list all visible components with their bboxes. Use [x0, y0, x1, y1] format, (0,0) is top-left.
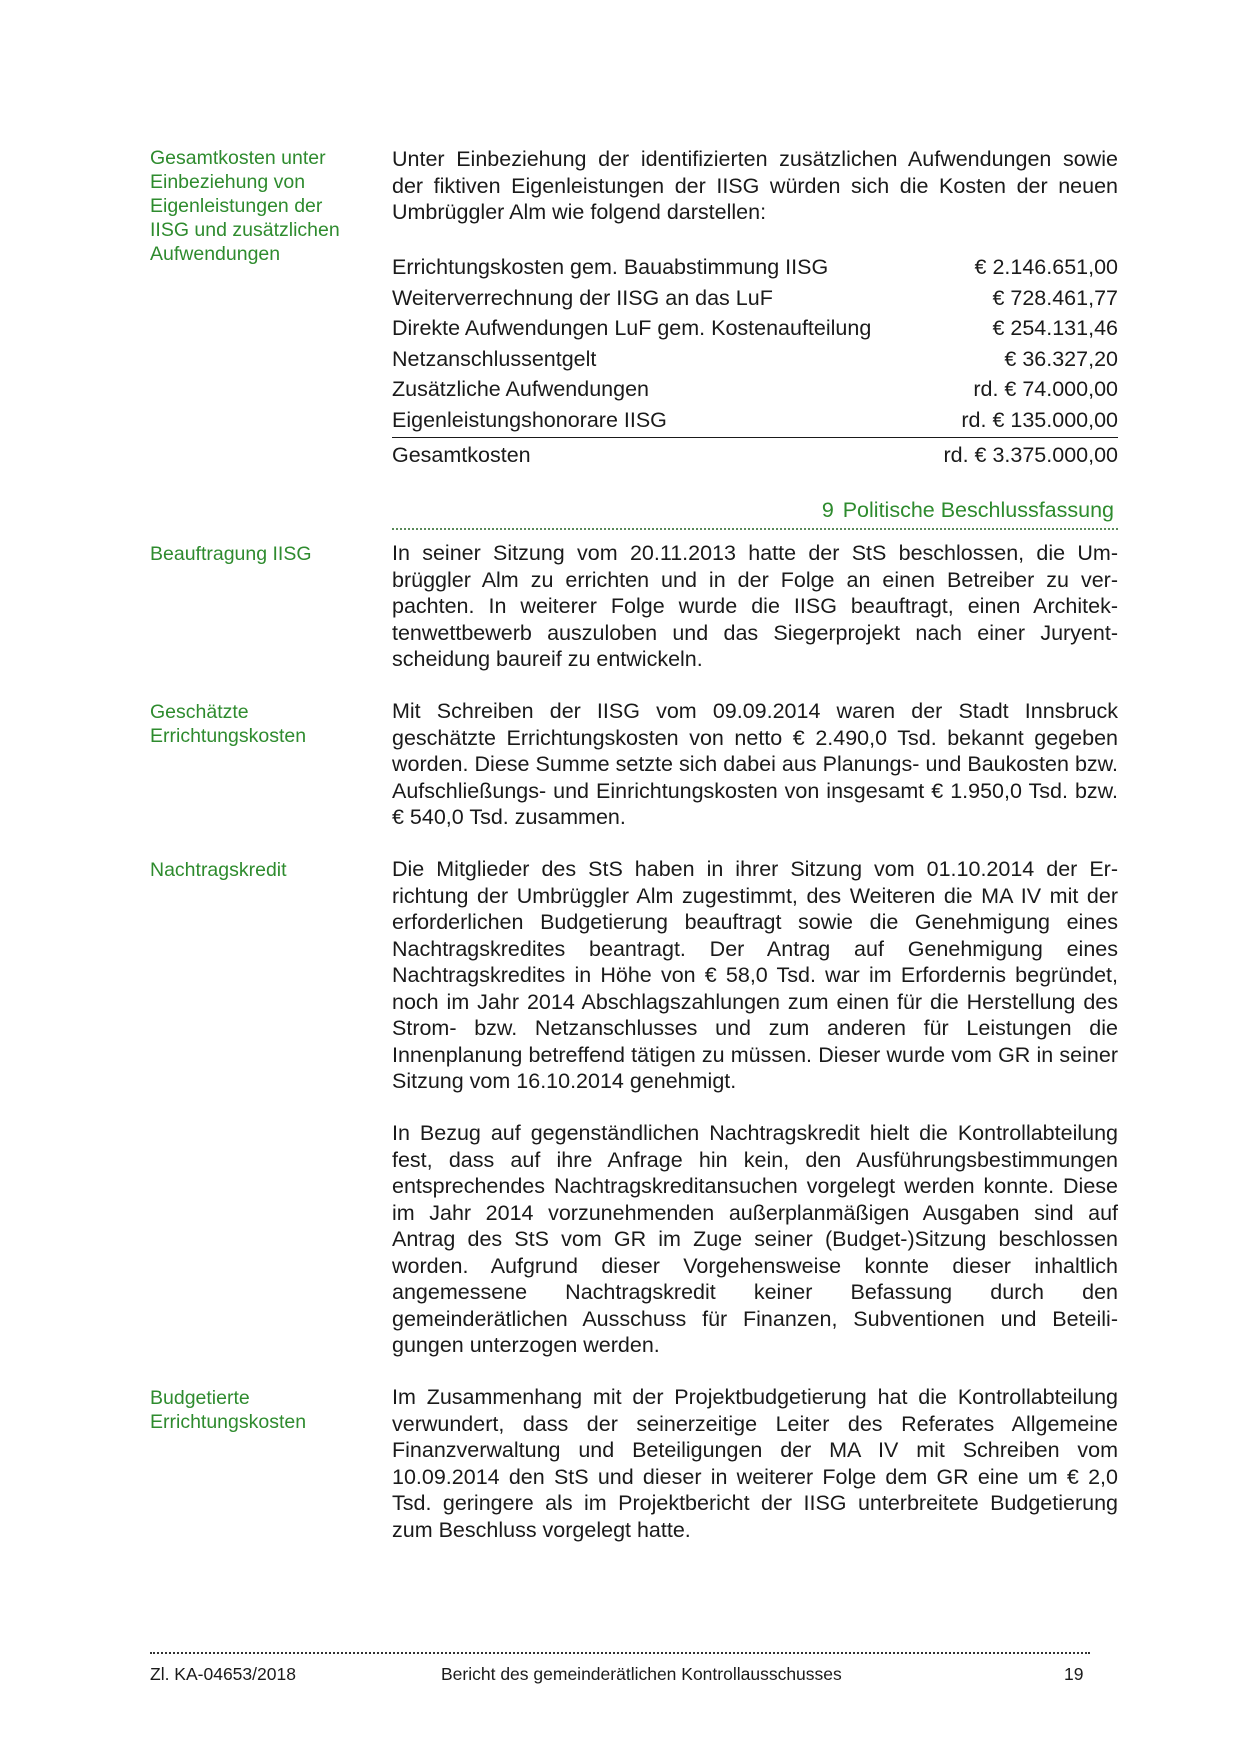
paragraph-beauftragung: In seiner Sitzung vom 20.11.2013 hatte der StS beschlossen, die Umbrüggler Alm zu errichten und in der Folge an einen Betreiber zu verpachten. In weiterer Folge wurde die IISG beauftragt, einen Architektenwettbewerb auszuloben und das Siegerprojekt nach einer Juryentscheidung baureif zu entwickeln.	[392, 541, 1118, 671]
page-number: 19	[1064, 1664, 1084, 1684]
sidebar-label-beauftragung	[150, 542, 365, 566]
section-number: 9	[821, 498, 834, 522]
cost-row	[392, 405, 1118, 436]
sidebar-line: Eigenleistungen der	[150, 195, 323, 217]
sidebar-label-nachtragskredit	[150, 858, 365, 882]
paragraph-budgetierte: Im Zusammenhang mit der Projektbudgetierung hat die Kontrollabteilung verwundert, dass der seinerzeitige Leiter des Referates Allgemeine Finanzverwaltung und Beteiligungen der MA IV mit Schreiben vom 10.09.2014 den StS und dieser in weiterer Folge dem GR eine um € 2,0 Tsd. geringere als im Projektbericht der IISG unterbreitete Budgetierung zum Beschluss vorgelegt hatte.	[392, 1385, 1118, 1542]
footer-divider	[150, 1652, 1090, 1654]
cost-amount: € 254.131,46	[992, 316, 1118, 340]
section-heading	[392, 496, 1118, 530]
sidebar-line: Gesamtkosten unter	[150, 147, 326, 169]
sidebar-line: Aufwendungen	[150, 243, 281, 265]
sidebar-line: Budgetierte	[150, 1387, 250, 1409]
footer-reference: Zl. KA-04653/2018	[150, 1664, 296, 1684]
paragraph-kontrollabteilung: In Bezug auf gegenständlichen Nachtragskredit hielt die Kontrollabteilung fest, dass auf ihre Anfrage hin kein, den Ausführungsbestimmungen entsprechendes Nachtragskreditansuchen vorgelegt werden konnte. Diese im Jahr 2014 vorzunehmenden außerplanmäßigen Ausgaben sind auf Antrag des StS vom GR im Zuge seiner (Budget-)Sitzung beschlossen worden. Aufgrund dieser Vorgehensweise konnte dieser inhaltlich angemessene Nachtragskredit keiner Befassung durch den gemeinderätlichen Ausschuss für Finanzen, Subventionen und Beteiligungen unterzogen werden.	[392, 1121, 1118, 1357]
sidebar-label-gesamtkosten	[150, 146, 365, 266]
cost-row	[392, 283, 1118, 314]
paragraph-nachtragskredit: Die Mitglieder des StS haben in ihrer Sitzung vom 01.10.2014 der Errichtung der Umbrüggler Alm zugestimmt, des Weiteren die MA IV mit der erforderlichen Budgetierung beauftragt sowie die Genehmigung eines Nachtragskredites beantragt. Der Antrag auf Genehmigung eines Nachtragskredites in Höhe von € 58,0 Tsd. war im Erfordernis begründet, noch im Jahr 2014 Abschlagszahlungen zum einen für die Herstellung des Strom- bzw. Netzanschlusses und zum anderen für Leistungen die Innenplanung betreffend tätigen zu müssen. Dieser wurde vom GR in seiner Sitzung vom 16.10.2014 genehmigt.	[392, 857, 1118, 1093]
sidebar-line: Errichtungskosten	[150, 725, 307, 747]
sidebar-line: Geschätzte	[150, 701, 249, 723]
cost-row	[392, 374, 1118, 405]
cost-row	[392, 344, 1118, 375]
cost-amount: € 2.146.651,00	[974, 255, 1118, 279]
cost-total-amount: rd. € 3.375.000,00	[943, 443, 1118, 467]
sidebar-label-geschaetzte	[150, 700, 365, 748]
cost-row	[392, 252, 1118, 283]
section-title: Politische Beschlussfassung	[842, 498, 1114, 522]
cost-label: Zusätzliche Aufwendungen	[392, 377, 649, 401]
cost-label: Netzanschlussentgelt	[392, 346, 597, 371]
cost-amount: € 36.327,20	[1004, 346, 1118, 371]
sidebar-line: Beauftragung IISG	[150, 543, 312, 565]
cost-label: Eigenleistungshonorare IISG	[392, 407, 667, 432]
cost-amount: € 728.461,77	[992, 285, 1118, 310]
cost-row	[392, 313, 1118, 344]
intro-paragraph: Unter Einbeziehung der identifizierten zusätzlichen Aufwendungen sowie der fiktiven Eigenleistungen der IISG würden sich die Kosten der neuen Umbrüggler Alm wie folgend darstellen:	[392, 147, 1118, 224]
footer-title: Bericht des gemeinderätlichen Kontrollausschusses	[441, 1664, 842, 1684]
cost-total-label: Gesamtkosten	[392, 443, 531, 467]
cost-label: Direkte Aufwendungen LuF gem. Kostenaufteilung	[392, 316, 872, 340]
sidebar-label-budgetierte	[150, 1386, 365, 1434]
cost-total-row	[392, 437, 1118, 471]
cost-table	[392, 252, 1118, 471]
cost-label: Errichtungskosten gem. Bauabstimmung IISG	[392, 255, 829, 279]
sidebar-line: Errichtungskosten	[150, 1411, 307, 1433]
cost-label: Weiterverrechnung der IISG an das LuF	[392, 285, 773, 310]
sidebar-line: Nachtragskredit	[150, 859, 287, 881]
cost-amount: rd. € 74.000,00	[973, 377, 1118, 401]
sidebar-line: IISG und zusätzlichen	[150, 219, 340, 241]
paragraph-geschaetzte: Mit Schreiben der IISG vom 09.09.2014 waren der Stadt Innsbruck geschätzte Errichtungskosten von netto € 2.490,0 Tsd. bekannt gegeben worden. Diese Summe setzte sich dabei aus Planungs- und Baukosten bzw. Aufschließungs- und Einrichtungskosten von insgesamt € 1.950,0 Tsd. bzw. € 540,0 Tsd. zusammen.	[392, 699, 1118, 829]
cost-amount: rd. € 135.000,00	[961, 407, 1118, 432]
sidebar-line: Einbeziehung von	[150, 171, 306, 193]
